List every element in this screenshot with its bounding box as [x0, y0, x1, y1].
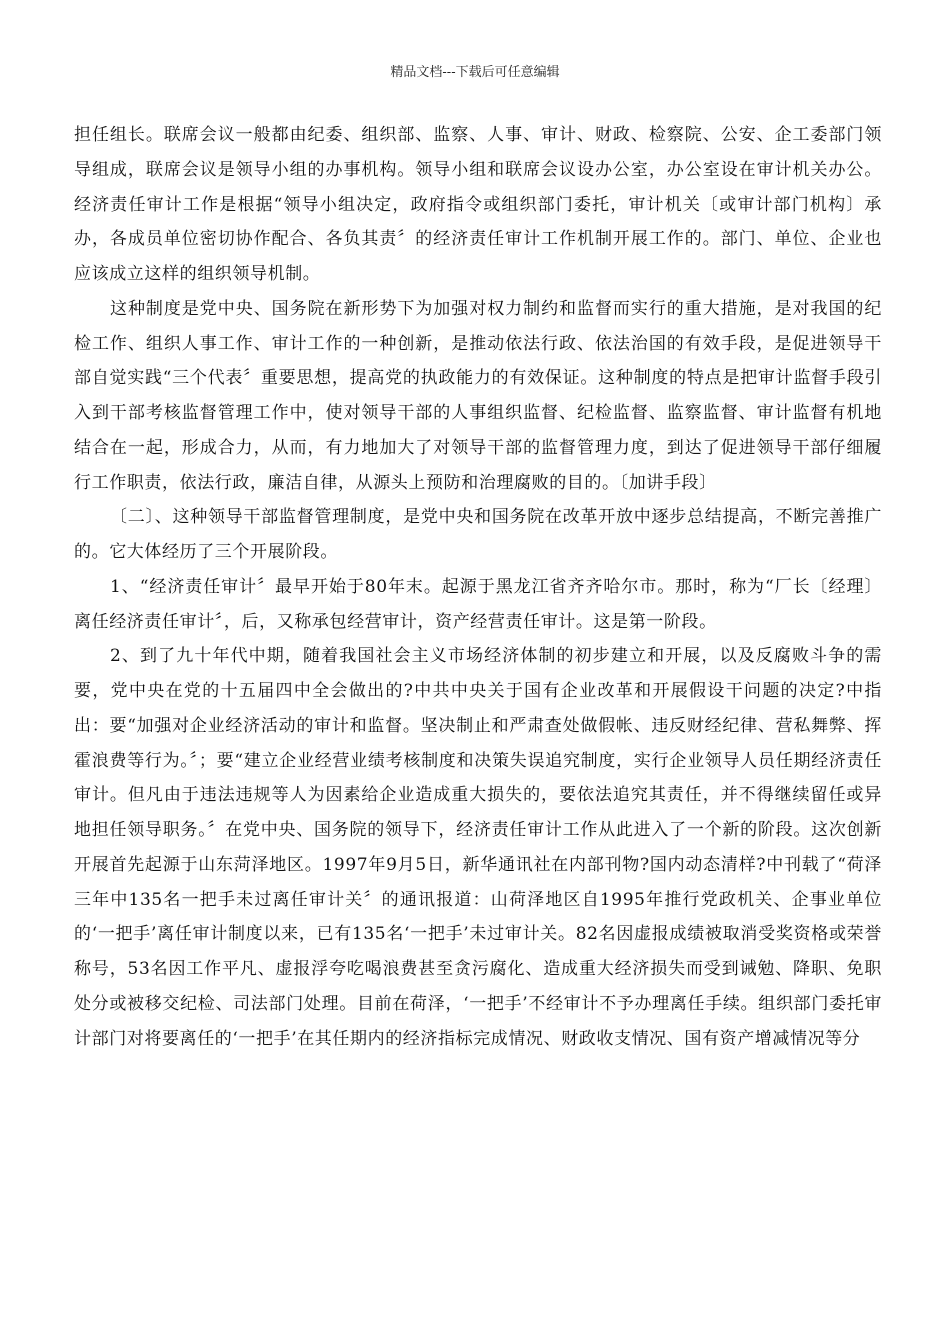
document-body	[74, 118, 882, 1056]
paragraph-3: 〔二〕、这种领导干部监督管理制度，是党中央和国务院在改革开放中逐步总结提高，不断完善推广的。它大体经历了三个开展阶段。	[74, 507, 882, 562]
paragraph-5: 2、到了九十年代中期，随着我国社会主义市场经济体制的初步建立和开展，以及反腐败斗争的需要，党中央在党的十五届四中全会做出的?中共中央关于国有企业改革和开展假设干问题的决定?中指出：要“加强对企业经济活动的审计和监督。坚决制止和严肃查处做假帐、违反财经纪律、营私舞弊、挥霍浪费等行为。〞；要“建立企业经营业绩考核制度和决策失误追究制度，实行企业领导人员任期经济责任审计。但凡由于违法违规等人为因素给企业造成重大损失的，要依法追究其责任，并不得继续留任或异地担任领导职务。〞在党中央、国务院的领导下，经济责任审计工作从此进入了一个新的阶段。这次创新开展首先起源于山东菏泽地区。1997年9月5日，新华通讯社在内部刊物?国内动态清样?中刊载了“荷泽三年中135名一把手未过离任审计关〞的通讯报道：山荷泽地区自1995年推行党政机关、企事业单位的‘一把手’离任审计制度以来，已有135名‘一把手’未过审计关。82名因虚报成绩被取消受奖资格或荣誉称号，53名因工作平凡、虚报浮夸吃喝浪费甚至贪污腐化、造成重大经济损失而受到诫勉、降职、免职处分或被移交纪检、司法部门处理。目前在荷泽，‘一把手’不经审计不予办理离任手续。组织部门委托审计部门对将要离任的‘一把手’在其任期内的经济指标完成情况、财政收支情况、国有资产增减情况等分	[74, 646, 882, 1049]
paragraph-1: 担任组长。联席会议一般都由纪委、组织部、监察、人事、审计、财政、检察院、公安、企工委部门领导组成，联席会议是领导小组的办事机构。领导小组和联席会议设办公室，办公室设在审计机关办公。经济责任审计工作是根据“领导小组决定，政府指令或组织部门委托，审计机关〔或审计部门机构〕承办，各成员单位密切协作配合、各负其责〞的经济责任审计工作机制开展工作的。部门、单位、企业也应该成立这样的组织领导机制。	[74, 125, 882, 284]
paragraph-4: 1、“经济责任审计〞最早开始于80年末。起源于黑龙江省齐齐哈尔市。那时，称为“厂长〔经理〕离任经济责任审计〞，后，又称承包经营审计，资产经营责任审计。这是第一阶段。	[74, 576, 882, 632]
paragraph-2: 这种制度是党中央、国务院在新形势下为加强对权力制约和监督而实行的重大措施，是对我国的纪检工作、组织人事工作、审计工作的一种创新，是推动依法行政、依法治国的有效手段，是促进领导干部自觉实践“三个代表〞重要思想，提高党的执政能力的有效保证。这种制度的特点是把审计监督手段引入到干部考核监督管理工作中，使对领导干部的人事组织监督、纪检监督、监察监督、审计监督有机地结合在一起，形成合力，从而，有力地加大了对领导干部的监督管理力度，到达了促进领导干部仔细履行工作职责，依法行政，廉洁自律，从源头上预防和治理腐败的目的。〔加讲手段〕	[74, 298, 882, 493]
page-header: 精品文档---下载后可任意编辑	[390, 65, 560, 80]
